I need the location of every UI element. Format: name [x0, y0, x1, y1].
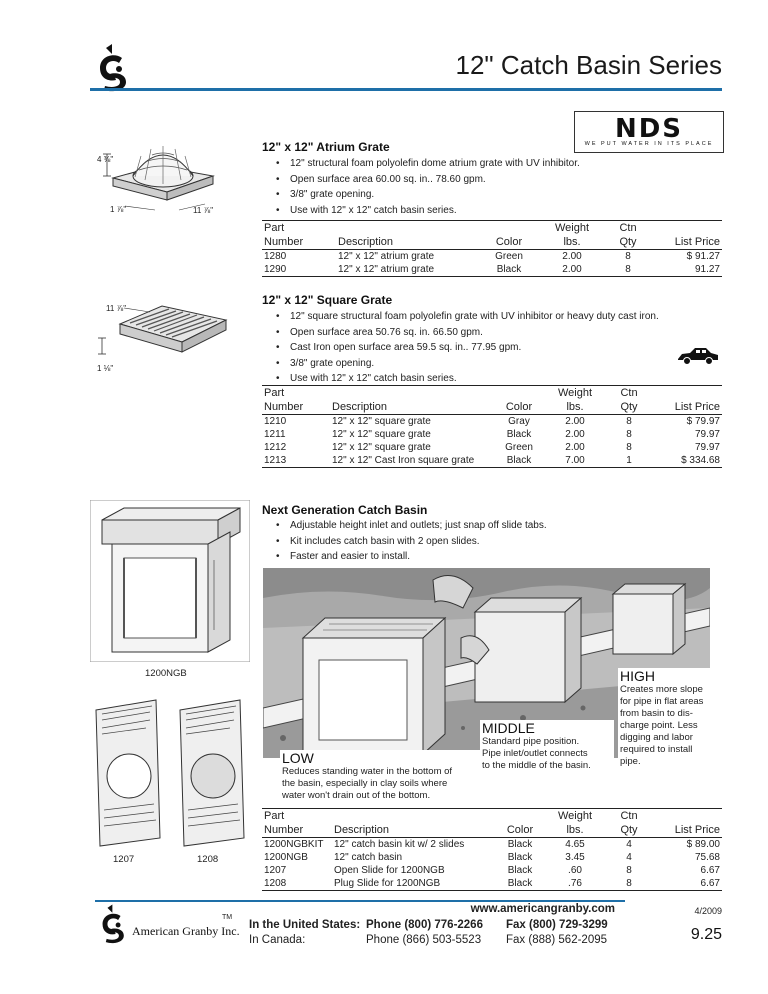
cell-color: Green: [505, 442, 533, 453]
revision-date: 4/2009: [694, 906, 722, 916]
ca-phone: Phone (866) 503-5523: [366, 934, 482, 946]
atrium-bullet: • 3/8" grate opening.: [260, 187, 720, 203]
page-title: 12" Catch Basin Series: [455, 50, 722, 80]
nextgen-heading: Next Generation Catch Basin: [262, 503, 428, 517]
col-header-ctn-top: Ctn: [619, 222, 637, 234]
title-divider: [90, 88, 722, 91]
cell-qty: 8: [626, 865, 632, 876]
square-dim-top: 11 ⅞": [106, 304, 127, 313]
cell-description: Open Slide for 1200NGB: [334, 865, 445, 876]
high-desc-line: pipe.: [620, 756, 641, 767]
low-desc-line: water won't drain out of the bottom.: [282, 790, 431, 801]
atrium-table: [262, 220, 722, 277]
col-header-price: List Price: [652, 823, 722, 838]
plug-slide-caption: 1208: [197, 854, 219, 865]
col-header-ctn-top: Ctn: [620, 387, 638, 399]
col-header-part-top: Part: [264, 222, 285, 234]
col-header-color: Color: [496, 823, 544, 838]
col-header-weight: lbs.: [544, 823, 606, 838]
cell-description: 12" x 12" square grate: [332, 442, 431, 453]
cell-color: Black: [507, 839, 533, 850]
page-number: 9.25: [690, 926, 722, 943]
cell-price: 75.68: [694, 852, 720, 863]
table-row: [262, 428, 722, 441]
high-desc-line: Creates more slope: [620, 684, 703, 695]
square-heading: 12" x 12" Square Grate: [262, 293, 393, 307]
cell-price: 6.67: [700, 865, 720, 876]
square-bullet: • 3/8" grate opening.: [260, 356, 730, 372]
cell-description: 12" catch basin: [334, 852, 403, 863]
atrium-dim-height: 4 ⅜": [97, 155, 114, 164]
col-header-weight: lbs.: [540, 235, 604, 250]
square-bullet: • Open surface area 50.76 sq. in. 66.50 gpm.: [260, 325, 730, 341]
nextgen-bullet: • Kit includes catch basin with 2 open slides.: [260, 534, 720, 550]
middle-label-box: [480, 720, 614, 772]
nextgen-table: [262, 808, 722, 891]
plug-slide-image: [176, 698, 248, 848]
high-label-box: [618, 668, 718, 768]
cell-qty: 4: [626, 852, 632, 863]
nextgen-bullets: [260, 518, 720, 565]
middle-title: MIDDLE: [482, 720, 535, 736]
square-bullet: • Use with 12" x 12" catch basin series.: [260, 371, 730, 387]
us-fax: Fax (800) 729-3299: [506, 919, 608, 931]
cell-part: 1211: [264, 429, 286, 440]
us-label: In the United States:: [249, 919, 361, 931]
nextgen-bullet: • Faster and easier to install.: [260, 549, 720, 565]
cell-qty: 4: [626, 839, 632, 850]
nds-logo: [574, 111, 724, 153]
table-row: [262, 454, 722, 468]
american-granby-footer-logo-icon: [96, 903, 132, 947]
cell-price: $ 91.27: [686, 251, 720, 262]
col-header-part: Number: [262, 235, 336, 250]
col-header-weight: lbs.: [544, 400, 606, 415]
cell-color: Black: [478, 263, 540, 277]
cell-part: 1207: [264, 865, 287, 876]
cell-qty: 1: [606, 454, 652, 468]
cell-price: 79.97: [694, 442, 720, 453]
cell-price: $ 79.97: [686, 416, 720, 427]
col-header-color: Color: [494, 400, 544, 415]
high-desc-line: required to install: [620, 744, 693, 755]
cell-price: $ 89.00: [686, 839, 720, 850]
atrium-dim-right: 11 ⅞": [193, 206, 214, 215]
website-link[interactable]: www.americangranby.com: [470, 903, 615, 915]
table-row: [262, 415, 722, 429]
cell-color: Black: [496, 877, 544, 891]
col-header-price: List Price: [652, 400, 722, 415]
table-row: [262, 441, 722, 454]
us-phone: Phone (800) 776-2266: [366, 919, 483, 931]
cell-qty: 8: [626, 442, 632, 453]
high-desc-line: charge point. Less: [620, 720, 698, 731]
cell-description: 12" x 12" square grate: [332, 429, 431, 440]
basin-caption: 1200NGB: [145, 668, 187, 679]
cell-description: 12" catch basin kit w/ 2 slides: [334, 839, 465, 850]
company-name: American Granby Inc.: [132, 924, 240, 938]
col-header-ctn: Qty: [604, 235, 652, 250]
cell-price: 6.67: [652, 877, 722, 891]
cell-weight: 2.00: [565, 442, 585, 453]
cell-weight: 2.00: [565, 429, 585, 440]
col-header-ctn-top: Ctn: [620, 810, 638, 822]
atrium-bullet: • 12" structural foam polyolefin dome atrium grate with UV inhibitor.: [260, 156, 720, 172]
col-header-color: Color: [478, 235, 540, 250]
table-row: [262, 864, 722, 877]
cell-qty: 8: [604, 263, 652, 277]
cell-weight: 2.00: [540, 263, 604, 277]
cell-color: Black: [507, 852, 533, 863]
cell-description: Plug Slide for 1200NGB: [332, 877, 496, 891]
cell-description: 12" x 12" Cast Iron square grate: [330, 454, 494, 468]
col-header-part-top: Part: [264, 810, 285, 822]
cell-color: Black: [506, 429, 532, 440]
cell-part: 1290: [262, 263, 336, 277]
col-header-weight-top: Weight: [554, 222, 590, 234]
square-bullet: • 12" square structural foam polyolefin grate with UV inhibitor or heavy duty cast iron.: [260, 309, 730, 325]
col-header-description: Description: [332, 823, 496, 838]
cell-weight: 2.00: [562, 251, 582, 262]
cell-qty: 8: [606, 877, 652, 891]
square-bullet: • Cast Iron open surface area 59.5 sq. in.. 77.95 gpm.: [260, 340, 730, 356]
cell-qty: 8: [625, 251, 631, 262]
cell-price: $ 334.68: [652, 454, 722, 468]
cell-weight: 4.65: [565, 839, 585, 850]
nds-logo-tagline: WE PUT WATER IN ITS PLACE: [584, 141, 714, 147]
cell-part: 1212: [264, 442, 287, 453]
col-header-description: Description: [336, 235, 478, 250]
cell-part: 1280: [264, 251, 287, 262]
cell-weight: 3.45: [565, 852, 585, 863]
footer-divider: [95, 900, 625, 902]
table-row: [262, 838, 722, 852]
col-header-ctn: Qty: [606, 823, 652, 838]
col-header-part-top: Part: [264, 387, 285, 399]
square-table: [262, 385, 722, 468]
atrium-bullet: • Open surface area 60.00 sq. in.. 78.60 gpm.: [260, 172, 720, 188]
col-header-weight-top: Weight: [557, 810, 593, 822]
atrium-bullets: [260, 156, 720, 218]
cell-part: 1200NGB: [264, 852, 308, 863]
cell-color: Gray: [508, 416, 530, 427]
col-header-description: Description: [330, 400, 494, 415]
cell-qty: 8: [626, 429, 632, 440]
table-row: [262, 851, 722, 864]
square-dim-side: 1 ⅛": [97, 364, 114, 373]
cell-part: 1213: [262, 454, 330, 468]
atrium-dim-left: 1 ⅞": [110, 205, 127, 214]
nds-logo-word: NDS: [614, 114, 684, 144]
cell-color: Black: [507, 865, 533, 876]
low-desc-line: the basin, especially in clay soils where: [282, 778, 448, 789]
ca-fax: Fax (888) 562-2095: [506, 934, 608, 946]
col-header-ctn: Qty: [606, 400, 652, 415]
table-row: [262, 877, 722, 891]
ca-label: In Canada:: [249, 934, 306, 946]
trademark: TM: [222, 914, 233, 921]
cell-weight: .60: [568, 865, 582, 876]
col-header-part: Number: [262, 400, 330, 415]
cell-part: 1208: [262, 877, 332, 891]
cell-description: 12" x 12" square grate: [332, 416, 431, 427]
col-header-price: List Price: [652, 235, 722, 250]
cell-color: Green: [495, 251, 523, 262]
cell-description: 12" x 12" atrium grate: [336, 263, 478, 277]
low-desc-line: Reduces standing water in the bottom of: [282, 766, 453, 777]
cell-weight: .76: [544, 877, 606, 891]
car-icon: [676, 346, 720, 366]
middle-desc-line: Standard pipe position.: [482, 736, 580, 747]
cell-description: 12" x 12" atrium grate: [338, 251, 435, 262]
atrium-heading: 12" x 12" Atrium Grate: [262, 140, 390, 154]
cell-part: 1210: [264, 416, 287, 427]
cell-part: 1200NGBKIT: [264, 839, 324, 850]
middle-desc-line: Pipe inlet/outlet connects: [482, 748, 588, 759]
table-row: [262, 263, 722, 277]
cell-weight: 7.00: [544, 454, 606, 468]
low-label-box: [280, 750, 480, 802]
low-title: LOW: [282, 750, 314, 766]
square-bullets: [260, 309, 730, 387]
high-desc-line: digging and labor: [620, 732, 693, 743]
cell-price: 79.97: [694, 429, 720, 440]
catch-basin-image: [90, 500, 250, 662]
high-desc-line: from basin to dis-: [620, 708, 693, 719]
cell-weight: 2.00: [565, 416, 585, 427]
cell-color: Black: [494, 454, 544, 468]
col-header-weight-top: Weight: [557, 387, 593, 399]
high-desc-line: for pipe in flat areas: [620, 696, 704, 707]
col-header-part: Number: [262, 823, 332, 838]
nextgen-bullet: • Adjustable height inlet and outlets; just snap off slide tabs.: [260, 518, 720, 534]
cell-qty: 8: [626, 416, 632, 427]
atrium-bullet: • Use with 12" x 12" catch basin series.: [260, 203, 720, 219]
cell-price: 91.27: [652, 263, 722, 277]
high-title: HIGH: [620, 668, 655, 684]
middle-desc-line: to the middle of the basin.: [482, 760, 591, 771]
open-slide-caption: 1207: [113, 854, 135, 865]
table-row: [262, 250, 722, 264]
open-slide-image: [92, 698, 164, 848]
